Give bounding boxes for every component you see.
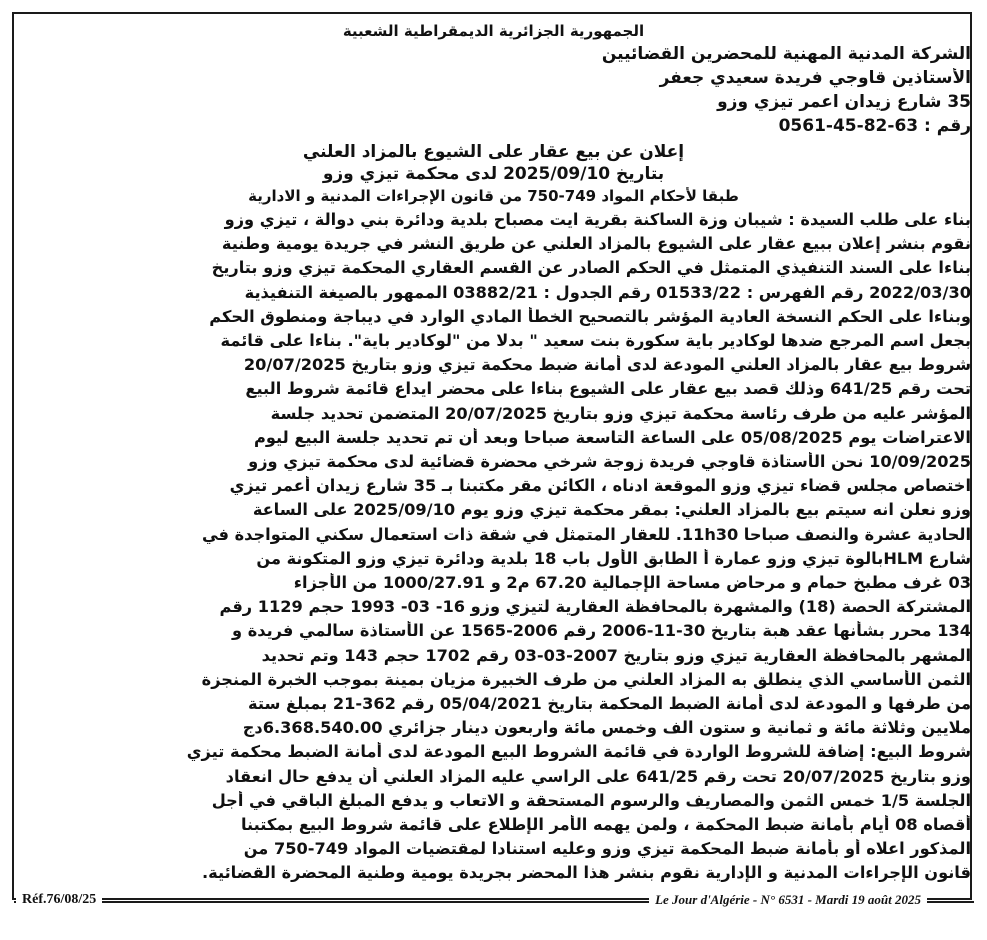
body-line: نقوم بنشر إعلان ببيع عقار على الشيوع بالمزاد العلني عن طريق النشر في جريدة يومية وطنية bbox=[221, 234, 971, 254]
reference-number: Réf.76/08/25 bbox=[16, 892, 102, 908]
company-name: الشركة المدنية المهنية للمحضرين القضائيين bbox=[601, 44, 971, 64]
body-line: وبناءا على الحكم النسخة العادية المؤشر بالتصحيح الخطأ المادي الوارد في ديباجة ومنطوق الحكم bbox=[209, 306, 971, 326]
body-line: قانون الإجراءات المدنية و الإدارية نقوم بنشر هذا المحضر بجريدة يومية وطنية المحضرة القضائية. bbox=[202, 863, 971, 883]
body-line: شروط البيع: إضافة للشروط الواردة في قائمة الشروط البيع المودعة لدى أمانة الضبط محكمة تيزي bbox=[186, 742, 971, 762]
body-line: بناء على طلب السيدة : شيبان وزة الساكنة بقرية ايت مصباح بلدية ودائرة بني دوالة ، تيزي وزو bbox=[224, 210, 971, 229]
body-line: اختصاص مجلس قضاء تيزي وزو الموقعة ادناه ، الكائن مقر مكتبنا بـ 35 شارع زيدان أعمر تيزي bbox=[229, 476, 971, 496]
republic-heading: الجمهورية الجزائرية الديمقراطية الشعبية bbox=[342, 22, 645, 40]
journal-info: Le Jour d'Algérie - N° 6531 - Mardi 19 août 2025 bbox=[649, 892, 927, 908]
body-line: 2022/03/30 رقم الفهرس : 01533/22 رقم الجدول : 03882/21 الممهور بالصيغة التنفيذية bbox=[244, 282, 971, 302]
body-line: 10/09/2025 نحن الأستاذة قاوجي فريدة زوجة شرخي محضرة قضائية لدى محكمة تيزي وزو bbox=[248, 452, 971, 471]
body-line: ملايين وثلاثة مائة و ثمانية و ستون الف وخمس مائة واربعون دينار جزائري 6.368.540.00دج bbox=[242, 718, 971, 738]
page-footer bbox=[0, 888, 987, 912]
legal-basis: طبقا لأحكام المواد 749-750 من قانون الإجراءات المدنية و الادارية bbox=[248, 187, 739, 205]
body-line: شارع HLMبالوة تيزي وزو عمارة أ الطابق الأول باب 18 بلدية ودائرة تيزي وزو المتكونة من bbox=[256, 548, 971, 568]
body-line: 134 محرر بشأنها عقد هبة بتاريخ 30-11-2006 رقم 2006-1565 عن الأستاذة سالمي فريدة و bbox=[232, 621, 971, 641]
body-line: الحادية عشرة والنصف صباحا 11h30. للعقار المتمثل في شقة ذات استعمال سكني المتواجدة في bbox=[201, 524, 971, 544]
body-line: وزو بتاريخ 20/07/2025 تحت رقم 641/25 على الراسي عليه المزاد العلني أن يدفع حال انعقاد bbox=[225, 766, 971, 786]
body-line: تحت رقم 641/25 وذلك قصد بيع عقار على الشيوع بناءا على محضر ايداع قائمة شروط البيع bbox=[245, 379, 971, 399]
body-line: شروط بيع عقار بالمزاد العلني المودعة لدى أمانة ضبط محكمة تيزي وزو بتاريخ 20/07/2025 bbox=[243, 355, 971, 375]
body-line: وزو نعلن انه سيتم بيع بالمزاد العلني: بمقر محكمة تيزي وزو يوم 2025/09/10 على الساعة bbox=[252, 500, 971, 520]
body-line: المذكور اعلاه أو بأمانة ضبط المحكمة تيزي وزو وعليه استنادا لمقتضيات المواد 749-750 من bbox=[243, 839, 971, 859]
office-address: 35 شارع زيدان اعمر تيزي وزو bbox=[717, 92, 971, 112]
body-line: المشتركة الحصة (18) والمشهرة بالمحافظة العقارية لتيزي وزو 16- 03- 1993 حجم 1129 رقم bbox=[219, 597, 971, 617]
body-line: المشهر بالمحافظة العقارية تيزي وزو بتاريخ 2007-03-03 رقم 1702 حجم 143 وتم تحديد bbox=[261, 645, 971, 665]
notice-date-court: بتاريخ 2025/09/10 لدى محكمة تيزي وزو bbox=[322, 164, 665, 184]
body-line: الاعتراضات يوم 05/08/2025 على الساعة التاسعة صباحا وبعد أن تم تحديد جلسة البيع ليوم bbox=[254, 427, 971, 447]
body-line: الجلسة 1/5 خمس الثمن والمصاريف والرسوم المستحقة و الاتعاب و يدفع المبلغ الباقي في أجل bbox=[211, 790, 971, 810]
phone-number: رقم : 63-82-45-0561 bbox=[778, 116, 971, 136]
body-line: 03 غرف مطبخ حمام و مرحاض مساحة الإجمالية 67.20 م2 و 1000/27.91 من الأجزاء bbox=[293, 573, 971, 592]
body-line: بناءا على السند التنفيذي المتمثل في الحكم الصادر عن القسم العقاري المحكمة تيزي وزو بتاريخ bbox=[211, 258, 971, 278]
body-line: أقصاه 08 أيام بأمانة ضبط المحكمة ، ولمن يهمه الأمر الإطلاع على قائمة شروط البيع بمكتبنا bbox=[240, 815, 971, 834]
body-line: من طرفها و المودعة لدى أمانة الضبط المحكمة بتاريخ 05/04/2021 رقم 362-21 بمبلغ ستة bbox=[248, 694, 971, 713]
bailiff-names: الأستاذين قاوجي فريدة سعيدي جعفر bbox=[659, 68, 971, 88]
body-line: المؤشر عليه من طرف رئاسة محكمة تيزي وزو بتاريخ 20/07/2025 المتضمن تحديد جلسة bbox=[270, 403, 971, 423]
body-line: بجعل اسم المرجع ضدها لوكادير باية سكورة بنت سعيد " بدلا من "لوكادير باية". بناءا على قائمة bbox=[220, 331, 971, 350]
body-line: الثمن الأساسي الذي ينطلق به المزاد العلني من طرف الخبيرة مزيان بمينة بموجب الخبرة المنجزة bbox=[201, 669, 971, 689]
notice-title: إعلان عن بيع عقار على الشيوع بالمزاد العلني bbox=[302, 142, 685, 162]
